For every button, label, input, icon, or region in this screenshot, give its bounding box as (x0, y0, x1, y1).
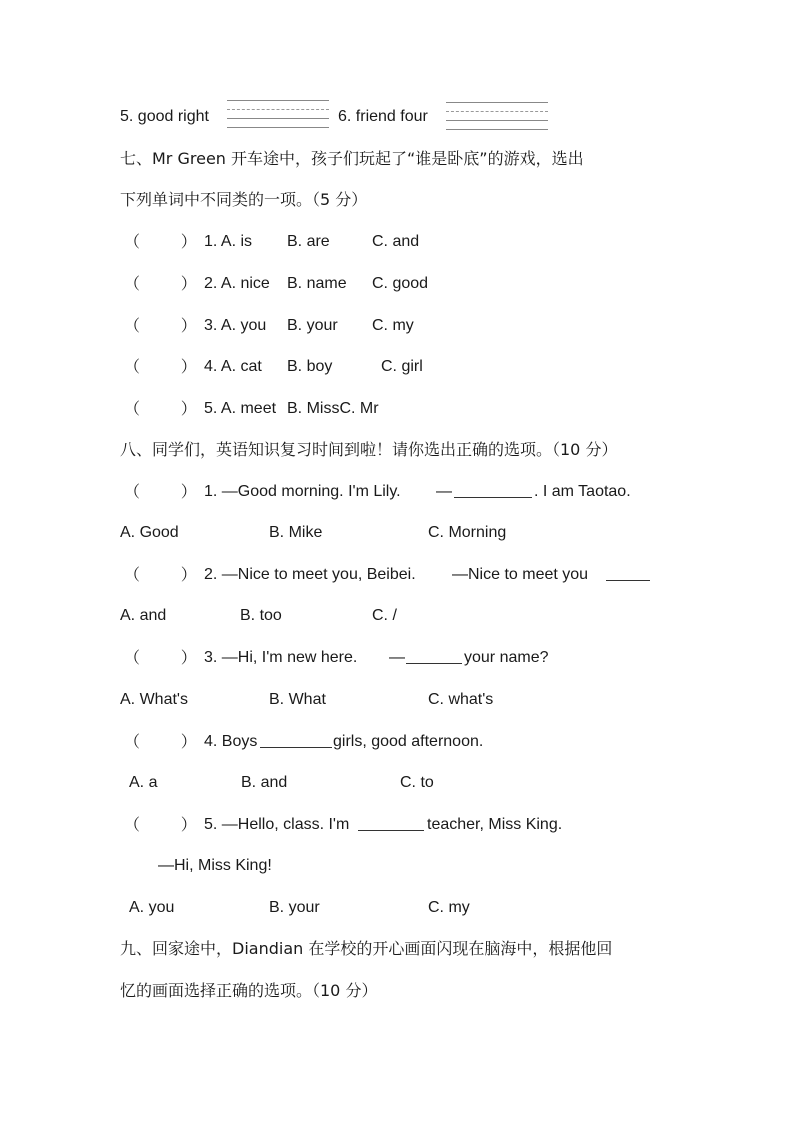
option-b: B. your (287, 317, 338, 334)
q5-prompt-end: teacher, Miss King. (427, 816, 563, 833)
q4-option-a: A. a (129, 774, 158, 791)
q4-option-c: C. to (400, 774, 434, 791)
q3-option-b: B. What (269, 691, 326, 708)
answer-paren[interactable]: （ ） (124, 648, 197, 667)
option-b: B. name (287, 275, 347, 292)
q3-option-c: C. what's (428, 691, 494, 708)
option-b: B. MissC. Mr (287, 400, 379, 417)
answer-paren[interactable]: （ ） (124, 274, 197, 293)
option-c: C. good (372, 275, 429, 292)
q5-prompt: 5. —Hello, class. I'm (204, 816, 350, 833)
q2-option-a: A. and (120, 607, 167, 624)
answer-paren[interactable]: （ ） (124, 399, 197, 418)
q4-option-b: B. and (241, 774, 288, 791)
option-c: C. my (372, 317, 414, 334)
q4-prompt: 4. Boys (204, 733, 258, 750)
q3-option-a: A. What's (120, 691, 188, 708)
q2-reply: —Nice to meet you (452, 566, 589, 583)
q5-blank[interactable] (358, 816, 424, 831)
q1-blank[interactable] (454, 483, 532, 498)
option-a: 4. A. cat (204, 358, 262, 375)
answer-paren[interactable]: （ ） (124, 482, 197, 501)
q1-option-c: C. Morning (428, 524, 507, 541)
q3-blank[interactable] (406, 649, 462, 664)
section7-heading-1: 七、Mr Green 开车途中，孩子们玩起了“谁是卧底”的游戏，选出 (120, 149, 584, 168)
q1-option-b: B. Mike (269, 524, 323, 541)
option-b: B. are (287, 233, 330, 250)
option-c: C. girl (381, 358, 423, 375)
q4-prompt-end: girls, good afternoon. (333, 733, 484, 750)
answer-paren[interactable]: （ ） (124, 316, 197, 335)
q2-option-b: B. too (240, 607, 282, 624)
q1-reply: . I am Taotao. (534, 483, 631, 500)
answer-paren[interactable]: （ ） (124, 732, 197, 751)
q2-blank[interactable] (606, 566, 650, 581)
q1-prompt: 1. —Good morning. I'm Lily. (204, 483, 401, 500)
writing-lines-6[interactable] (446, 102, 548, 132)
option-a: 2. A. nice (204, 275, 270, 292)
q1-reply-dash: — (436, 483, 452, 500)
answer-paren[interactable]: （ ） (124, 565, 197, 584)
answer-paren[interactable]: （ ） (124, 357, 197, 376)
q6-friend-four: 6. friend four (338, 108, 428, 125)
q5-option-a: A. you (129, 899, 175, 916)
writing-lines-5[interactable] (227, 100, 329, 130)
q2-option-c: C. / (372, 607, 397, 624)
q5-good-right: 5. good right (120, 108, 209, 125)
q4-blank[interactable] (260, 733, 332, 748)
option-b: B. boy (287, 358, 333, 375)
section9-heading-2: 忆的画面选择正确的选项。（10 分） (120, 981, 378, 1000)
q5-option-c: C. my (428, 899, 470, 916)
answer-paren[interactable]: （ ） (124, 232, 197, 251)
q1-option-a: A. Good (120, 524, 179, 541)
option-a: 3. A. you (204, 317, 267, 334)
option-a: 1. A. is (204, 233, 253, 250)
q2-prompt: 2. —Nice to meet you, Beibei. (204, 566, 416, 583)
q5-reply: —Hi, Miss King! (158, 857, 272, 874)
q3-reply-dash: — (389, 649, 405, 666)
option-c: C. and (372, 233, 420, 250)
option-a: 5. A. meet (204, 400, 277, 417)
section9-heading-1: 九、回家途中，Diandian 在学校的开心画面闪现在脑海中，根据他回 (120, 939, 613, 958)
q5-option-b: B. your (269, 899, 320, 916)
q3-prompt: 3. —Hi, I'm new here. (204, 649, 358, 666)
q3-reply: your name? (464, 649, 549, 666)
answer-paren[interactable]: （ ） (124, 815, 197, 834)
section7-heading-2: 下列单词中不同类的一项。（5 分） (120, 190, 368, 209)
section8-heading: 八、同学们，英语知识复习时间到啦！请你选出正确的选项。（10 分） (120, 440, 618, 459)
